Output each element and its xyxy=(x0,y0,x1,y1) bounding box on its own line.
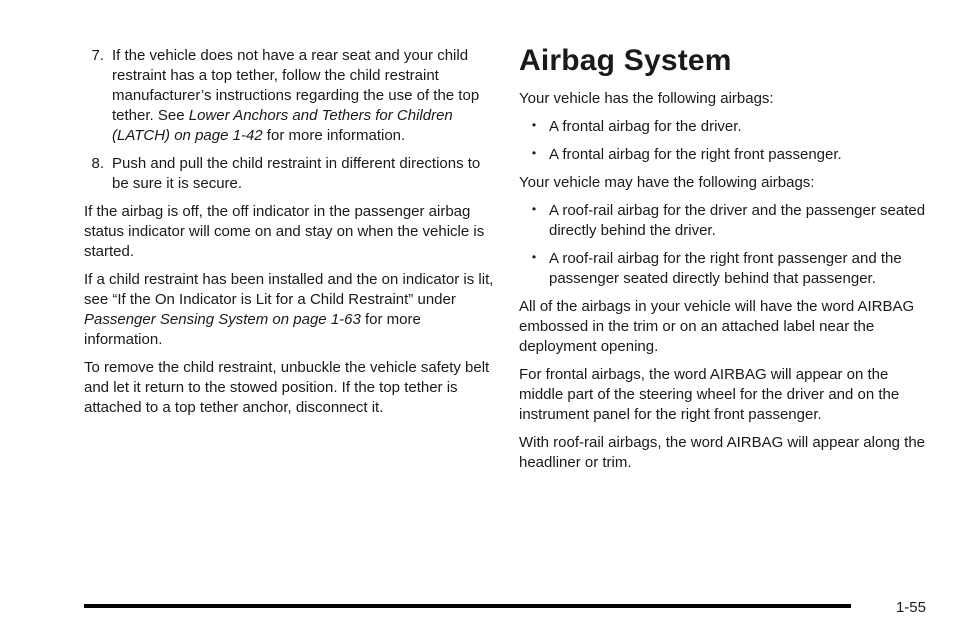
list-text: Push and pull the child restraint in different directions to be sure it is secure. xyxy=(112,155,481,192)
list-number: 7. xyxy=(91,47,104,64)
footer-divider xyxy=(84,604,851,608)
paragraph-part: If a child restraint has been installed and the on indicator is lit, see “If the On Indicator is Lit for a Child Restraint” under xyxy=(84,271,494,308)
list-number: 8. xyxy=(91,155,104,172)
bullet-text: A frontal airbag for the driver. xyxy=(549,118,742,135)
bullet-item xyxy=(519,145,929,165)
list-item-8 xyxy=(84,154,494,194)
paragraph xyxy=(84,270,494,350)
right-column xyxy=(519,42,929,481)
bullet-icon: • xyxy=(531,146,537,160)
paragraph: For frontal airbags, the word AIRBAG will appear on the middle part of the steering wheel for the driver and on the instrument panel for the right front passenger. xyxy=(519,366,900,423)
list-text xyxy=(112,46,494,146)
paragraph-part: for more information. xyxy=(84,311,421,348)
paragraph: All of the airbags in your vehicle will have the word AIRBAG embossed in the trim or on an attached label near the deployment opening. xyxy=(519,298,915,355)
paragraph: If the airbag is off, the off indicator in the passenger airbag status indicator will come on and stay on when the vehicle is started. xyxy=(84,203,485,260)
bullet-item xyxy=(519,249,929,289)
bullet-text: A frontal airbag for the right front passenger. xyxy=(549,146,842,163)
bullet-icon: • xyxy=(531,250,537,264)
paragraph: To remove the child restraint, unbuckle the vehicle safety belt and let it return to the stowed position. If the top tether is attached to a top tether anchor, disconnect it. xyxy=(84,359,490,416)
page-number: 1-55 xyxy=(895,599,926,616)
paragraph: Your vehicle may have the following airbags: xyxy=(519,174,815,191)
bullet-item xyxy=(519,117,929,137)
bullet-text: A roof-rail airbag for the driver and the passenger seated directly behind the driver. xyxy=(549,202,926,239)
bullet-icon: • xyxy=(531,118,537,132)
left-column xyxy=(84,46,494,426)
paragraph: With roof-rail airbags, the word AIRBAG will appear along the headliner or trim. xyxy=(519,434,926,471)
section-heading: Airbag System xyxy=(519,44,732,77)
bullet-text: A roof-rail airbag for the right front passenger and the passenger seated directly behind that passenger. xyxy=(549,250,902,287)
bullet-item xyxy=(519,201,929,241)
list-text-part: for more information. xyxy=(262,127,406,144)
cross-reference-link: Passenger Sensing System on page 1-63 xyxy=(84,311,361,328)
list-text-part: If the vehicle does not have a rear seat and your child restraint has a top tether, follow the child restraint manufacturer’s instructions regarding the use of the top tether. See xyxy=(112,47,480,124)
list-item-7 xyxy=(84,46,494,146)
bullet-icon: • xyxy=(531,202,537,216)
paragraph: Your vehicle has the following airbags: xyxy=(519,90,774,107)
cross-reference-link: Lower Anchors and Tethers for Children (LATCH) on page 1-42 xyxy=(112,107,453,144)
